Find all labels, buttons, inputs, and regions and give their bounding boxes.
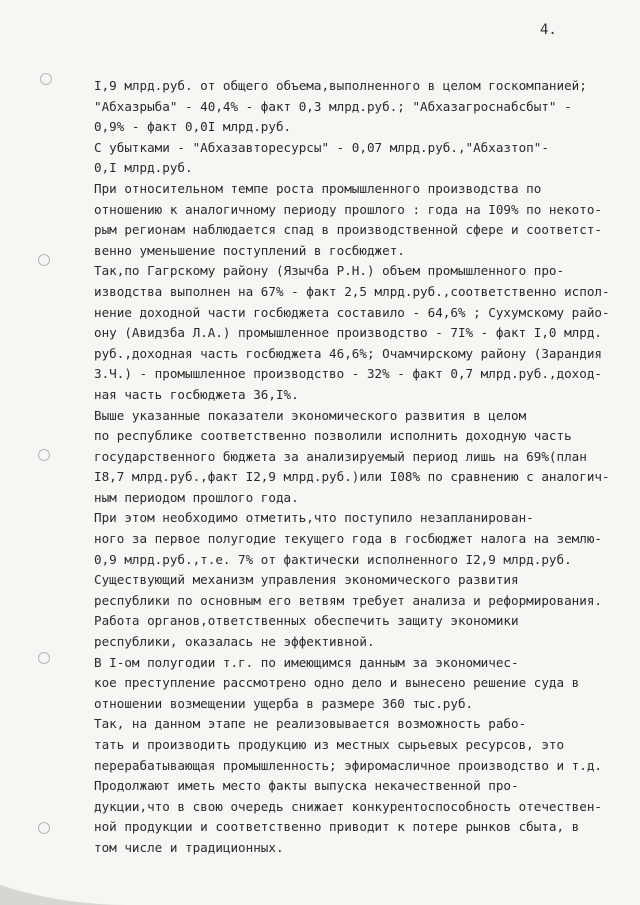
text-line: 0,9% - факт 0,0I млрд.руб.: [94, 119, 292, 135]
text-line: С убытками - "Абхазавторесурсы" - 0,07 млрд.руб.,"Абхазтоп"-: [94, 139, 549, 155]
text-line: "Абхазрыба" - 40,4% - факт 0,3 млрд.руб.; "Абхазагроснабсбыт" -: [94, 98, 572, 114]
text-line: Существующий механизм управления экономического развития: [94, 572, 519, 588]
text-line: рым регионам наблюдается спад в производственной сфере и соответст-: [94, 222, 602, 238]
binding-hole-mark: [38, 254, 50, 266]
text-line: Выше указанные показатели экономического развития в целом: [94, 407, 527, 423]
text-line: нение доходной части госбюджета составило - 64,6% ; Сухумскому райо-: [94, 304, 610, 320]
text-line: республики по основным его ветвям требует анализа и реформирования.: [94, 592, 602, 608]
binding-hole-mark: [38, 822, 50, 834]
text-line: дукции,что в свою очередь снижает конкурентоспособность отечествен-: [94, 798, 602, 814]
text-line: изводства выполнен на 67% - факт 2,5 млрд.руб.,соответственно испол-: [94, 283, 610, 299]
text-line: кое преступление рассмотрено одно дело и вынесено решение суда в: [94, 675, 580, 691]
text-line: 0,9 млрд.руб.,т.е. 7% от фактически исполненного I2,9 млрд.руб.: [94, 551, 572, 567]
text-line: З.Ч.) - промышленное производство - 32% - факт 0,7 млрд.руб.,доход-: [94, 366, 602, 382]
text-line: руб.,доходная часть госбюджета 46,6%; Очамчирскому району (Зарандия: [94, 345, 602, 361]
text-line: Продолжают иметь место факты выпуска некачественной про-: [94, 778, 519, 794]
text-line: ного за первое полугодие текущего года в госбюджет налога на землю-: [94, 531, 602, 547]
text-line: республики, оказалась не эффективной.: [94, 634, 375, 650]
binding-hole-mark: [40, 73, 52, 85]
text-line: При относительном темпе роста промышленного производства по: [94, 180, 542, 196]
text-line: ной продукции и соответственно приводит к потере рынков сбыта, в: [94, 819, 580, 835]
text-line: том числе и традиционных.: [94, 839, 284, 855]
text-line: I8,7 млрд.руб.,факт I2,9 млрд.руб.)или I08% по сравнению с аналогич-: [94, 469, 610, 485]
binding-hole-mark: [38, 652, 50, 664]
body-text: [94, 76, 624, 859]
text-line: В I-ом полугодии т.г. по имеющимся данным за экономичес-: [94, 654, 519, 670]
text-line: венно уменьшение поступлений в госбюджет.: [94, 242, 405, 258]
page-edge-curl: [0, 875, 640, 905]
text-line: 0,I млрд.руб.: [94, 160, 193, 176]
text-line: отношению к аналогичному периоду прошлого : года на I09% по некото-: [94, 201, 602, 217]
text-line: перерабатывающая промышленность; эфиромасличное производство и т.д.: [94, 757, 602, 773]
page-number: 4.: [540, 22, 557, 38]
text-line: по республике соответственно позволили исполнить доходную часть: [94, 428, 572, 444]
text-line: тать и производить продукцию из местных сырьевых ресурсов, это: [94, 737, 565, 752]
text-line: Работа органов,ответственных обеспечить защиту экономики: [94, 613, 519, 629]
text-line: I,9 млрд.руб. от общего объема,выполненного в целом госкомпанией;: [94, 78, 587, 93]
text-line: государственного бюджета за анализируемый период лишь на 69%(план: [94, 448, 587, 464]
binding-hole-mark: [38, 449, 50, 461]
text-line: отношении возмещении ущерба в размере 360 тыс.руб.: [94, 695, 474, 711]
text-line: ону (Авидзба Л.А.) промышленное производство - 7I% - факт I,0 млрд.: [94, 325, 602, 341]
text-line: Так,по Гагрскому району (Язычба Р.Н.) объем промышленного про-: [94, 263, 565, 279]
text-line: Так, на данном этапе не реализовывается возможность рабо-: [94, 716, 527, 732]
text-line: ным периодом прошлого года.: [94, 489, 299, 505]
text-line: ная часть госбюджета 36,I%.: [94, 386, 299, 402]
text-line: При этом необходимо отметить,что поступило незапланирован-: [94, 510, 534, 526]
